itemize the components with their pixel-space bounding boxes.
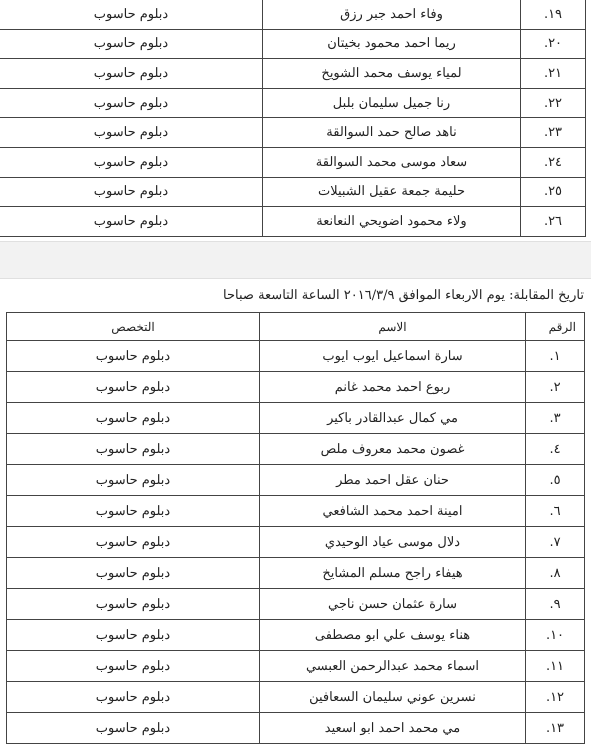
page-gap — [0, 241, 591, 279]
number-cell: .٢٤ — [521, 147, 586, 177]
specialty-cell: دبلوم حاسوب — [7, 682, 260, 713]
name-cell: حنان عقل احمد مطر — [260, 465, 526, 496]
specialty-cell: دبلوم حاسوب — [7, 465, 260, 496]
specialty-cell: دبلوم حاسوب — [0, 0, 263, 29]
table-row — [7, 651, 585, 682]
name-cell: لمياء يوسف محمد الشويخ — [263, 59, 521, 89]
upper-candidates-table — [0, 0, 586, 237]
specialty-cell: دبلوم حاسوب — [7, 713, 260, 744]
table-row — [0, 177, 586, 207]
specialty-cell: دبلوم حاسوب — [0, 59, 263, 89]
specialty-cell: دبلوم حاسوب — [7, 589, 260, 620]
table-row — [0, 118, 586, 148]
lower-candidates-table — [6, 312, 585, 744]
upper-page-section — [0, 0, 591, 241]
number-cell: .٢٢ — [521, 88, 586, 118]
specialty-cell: دبلوم حاسوب — [7, 651, 260, 682]
table-row — [0, 88, 586, 118]
number-cell: .١٢ — [526, 682, 585, 713]
table-header-row — [7, 313, 585, 341]
name-cell: اسماء محمد عبدالرحمن العبسي — [260, 651, 526, 682]
name-cell: دلال موسى عياد الوحيدي — [260, 527, 526, 558]
name-cell: امينة احمد محمد الشافعي — [260, 496, 526, 527]
name-cell: هيفاء راجح مسلم المشايخ — [260, 558, 526, 589]
table-row — [0, 207, 586, 237]
table-row — [7, 496, 585, 527]
number-cell: .٧ — [526, 527, 585, 558]
table-row — [7, 434, 585, 465]
table-row — [7, 713, 585, 744]
name-cell: ريما احمد محمود بخيتان — [263, 29, 521, 59]
name-cell: سعاد موسى محمد السوالقة — [263, 147, 521, 177]
name-cell: حليمة جمعة عقيل الشبيلات — [263, 177, 521, 207]
number-header: الرقم — [526, 313, 585, 341]
name-cell: ولاء محمود اضويحي النعانعة — [263, 207, 521, 237]
specialty-cell: دبلوم حاسوب — [0, 177, 263, 207]
specialty-cell: دبلوم حاسوب — [7, 403, 260, 434]
specialty-cell: دبلوم حاسوب — [0, 147, 263, 177]
name-cell: وفاء احمد جبر رزق — [263, 0, 521, 29]
name-cell: ناهد صالح حمد السوالقة — [263, 118, 521, 148]
table-row — [7, 465, 585, 496]
specialty-cell: دبلوم حاسوب — [0, 118, 263, 148]
interview-date-line: تاريخ المقابلة: يوم الاربعاء الموافق ٢٠١٦/٣/٩ الساعة التاسعة صباحا — [223, 288, 584, 303]
name-cell: غصون محمد معروف ملص — [260, 434, 526, 465]
number-cell: .٢٦ — [521, 207, 586, 237]
number-cell: .١٣ — [526, 713, 585, 744]
number-cell: .١٩ — [521, 0, 586, 29]
number-cell: .٢ — [526, 372, 585, 403]
number-cell: .٦ — [526, 496, 585, 527]
specialty-cell: دبلوم حاسوب — [0, 207, 263, 237]
name-cell: ربوع احمد محمد غانم — [260, 372, 526, 403]
name-cell: مي محمد احمد ابو اسعيد — [260, 713, 526, 744]
name-cell: سارة اسماعيل ايوب ايوب — [260, 341, 526, 372]
number-cell: .٢٥ — [521, 177, 586, 207]
number-cell: .٥ — [526, 465, 585, 496]
name-cell: نسرين عوني سليمان السعافين — [260, 682, 526, 713]
specialty-cell: دبلوم حاسوب — [7, 558, 260, 589]
table-row — [0, 59, 586, 89]
specialty-cell: دبلوم حاسوب — [7, 341, 260, 372]
specialty-cell: دبلوم حاسوب — [7, 527, 260, 558]
specialty-cell: دبلوم حاسوب — [7, 372, 260, 403]
number-cell: .١٠ — [526, 620, 585, 651]
specialty-cell: دبلوم حاسوب — [0, 88, 263, 118]
table-row — [7, 558, 585, 589]
number-cell: .٨ — [526, 558, 585, 589]
table-row — [7, 403, 585, 434]
table-row — [0, 29, 586, 59]
table-row — [7, 589, 585, 620]
number-cell: .٣ — [526, 403, 585, 434]
name-cell: هناء يوسف علي ابو مصطفى — [260, 620, 526, 651]
number-cell: .٤ — [526, 434, 585, 465]
name-header: الاسم — [260, 313, 526, 341]
number-cell: .٢٠ — [521, 29, 586, 59]
table-row — [7, 620, 585, 651]
specialty-cell: دبلوم حاسوب — [7, 496, 260, 527]
number-cell: .١١ — [526, 651, 585, 682]
name-cell: سارة عثمان حسن ناجي — [260, 589, 526, 620]
table-row — [0, 147, 586, 177]
table-row — [7, 372, 585, 403]
table-row — [7, 341, 585, 372]
lower-page-section — [0, 279, 591, 755]
number-cell: .٢٣ — [521, 118, 586, 148]
number-cell: .٩ — [526, 589, 585, 620]
number-cell: .٢١ — [521, 59, 586, 89]
specialty-header: التخصص — [7, 313, 260, 341]
name-cell: رنا جميل سليمان بلبل — [263, 88, 521, 118]
specialty-cell: دبلوم حاسوب — [7, 434, 260, 465]
number-cell: .١ — [526, 341, 585, 372]
table-row — [7, 527, 585, 558]
table-row — [0, 0, 586, 29]
specialty-cell: دبلوم حاسوب — [7, 620, 260, 651]
specialty-cell: دبلوم حاسوب — [0, 29, 263, 59]
table-row — [7, 682, 585, 713]
name-cell: مي كمال عبدالقادر باكير — [260, 403, 526, 434]
